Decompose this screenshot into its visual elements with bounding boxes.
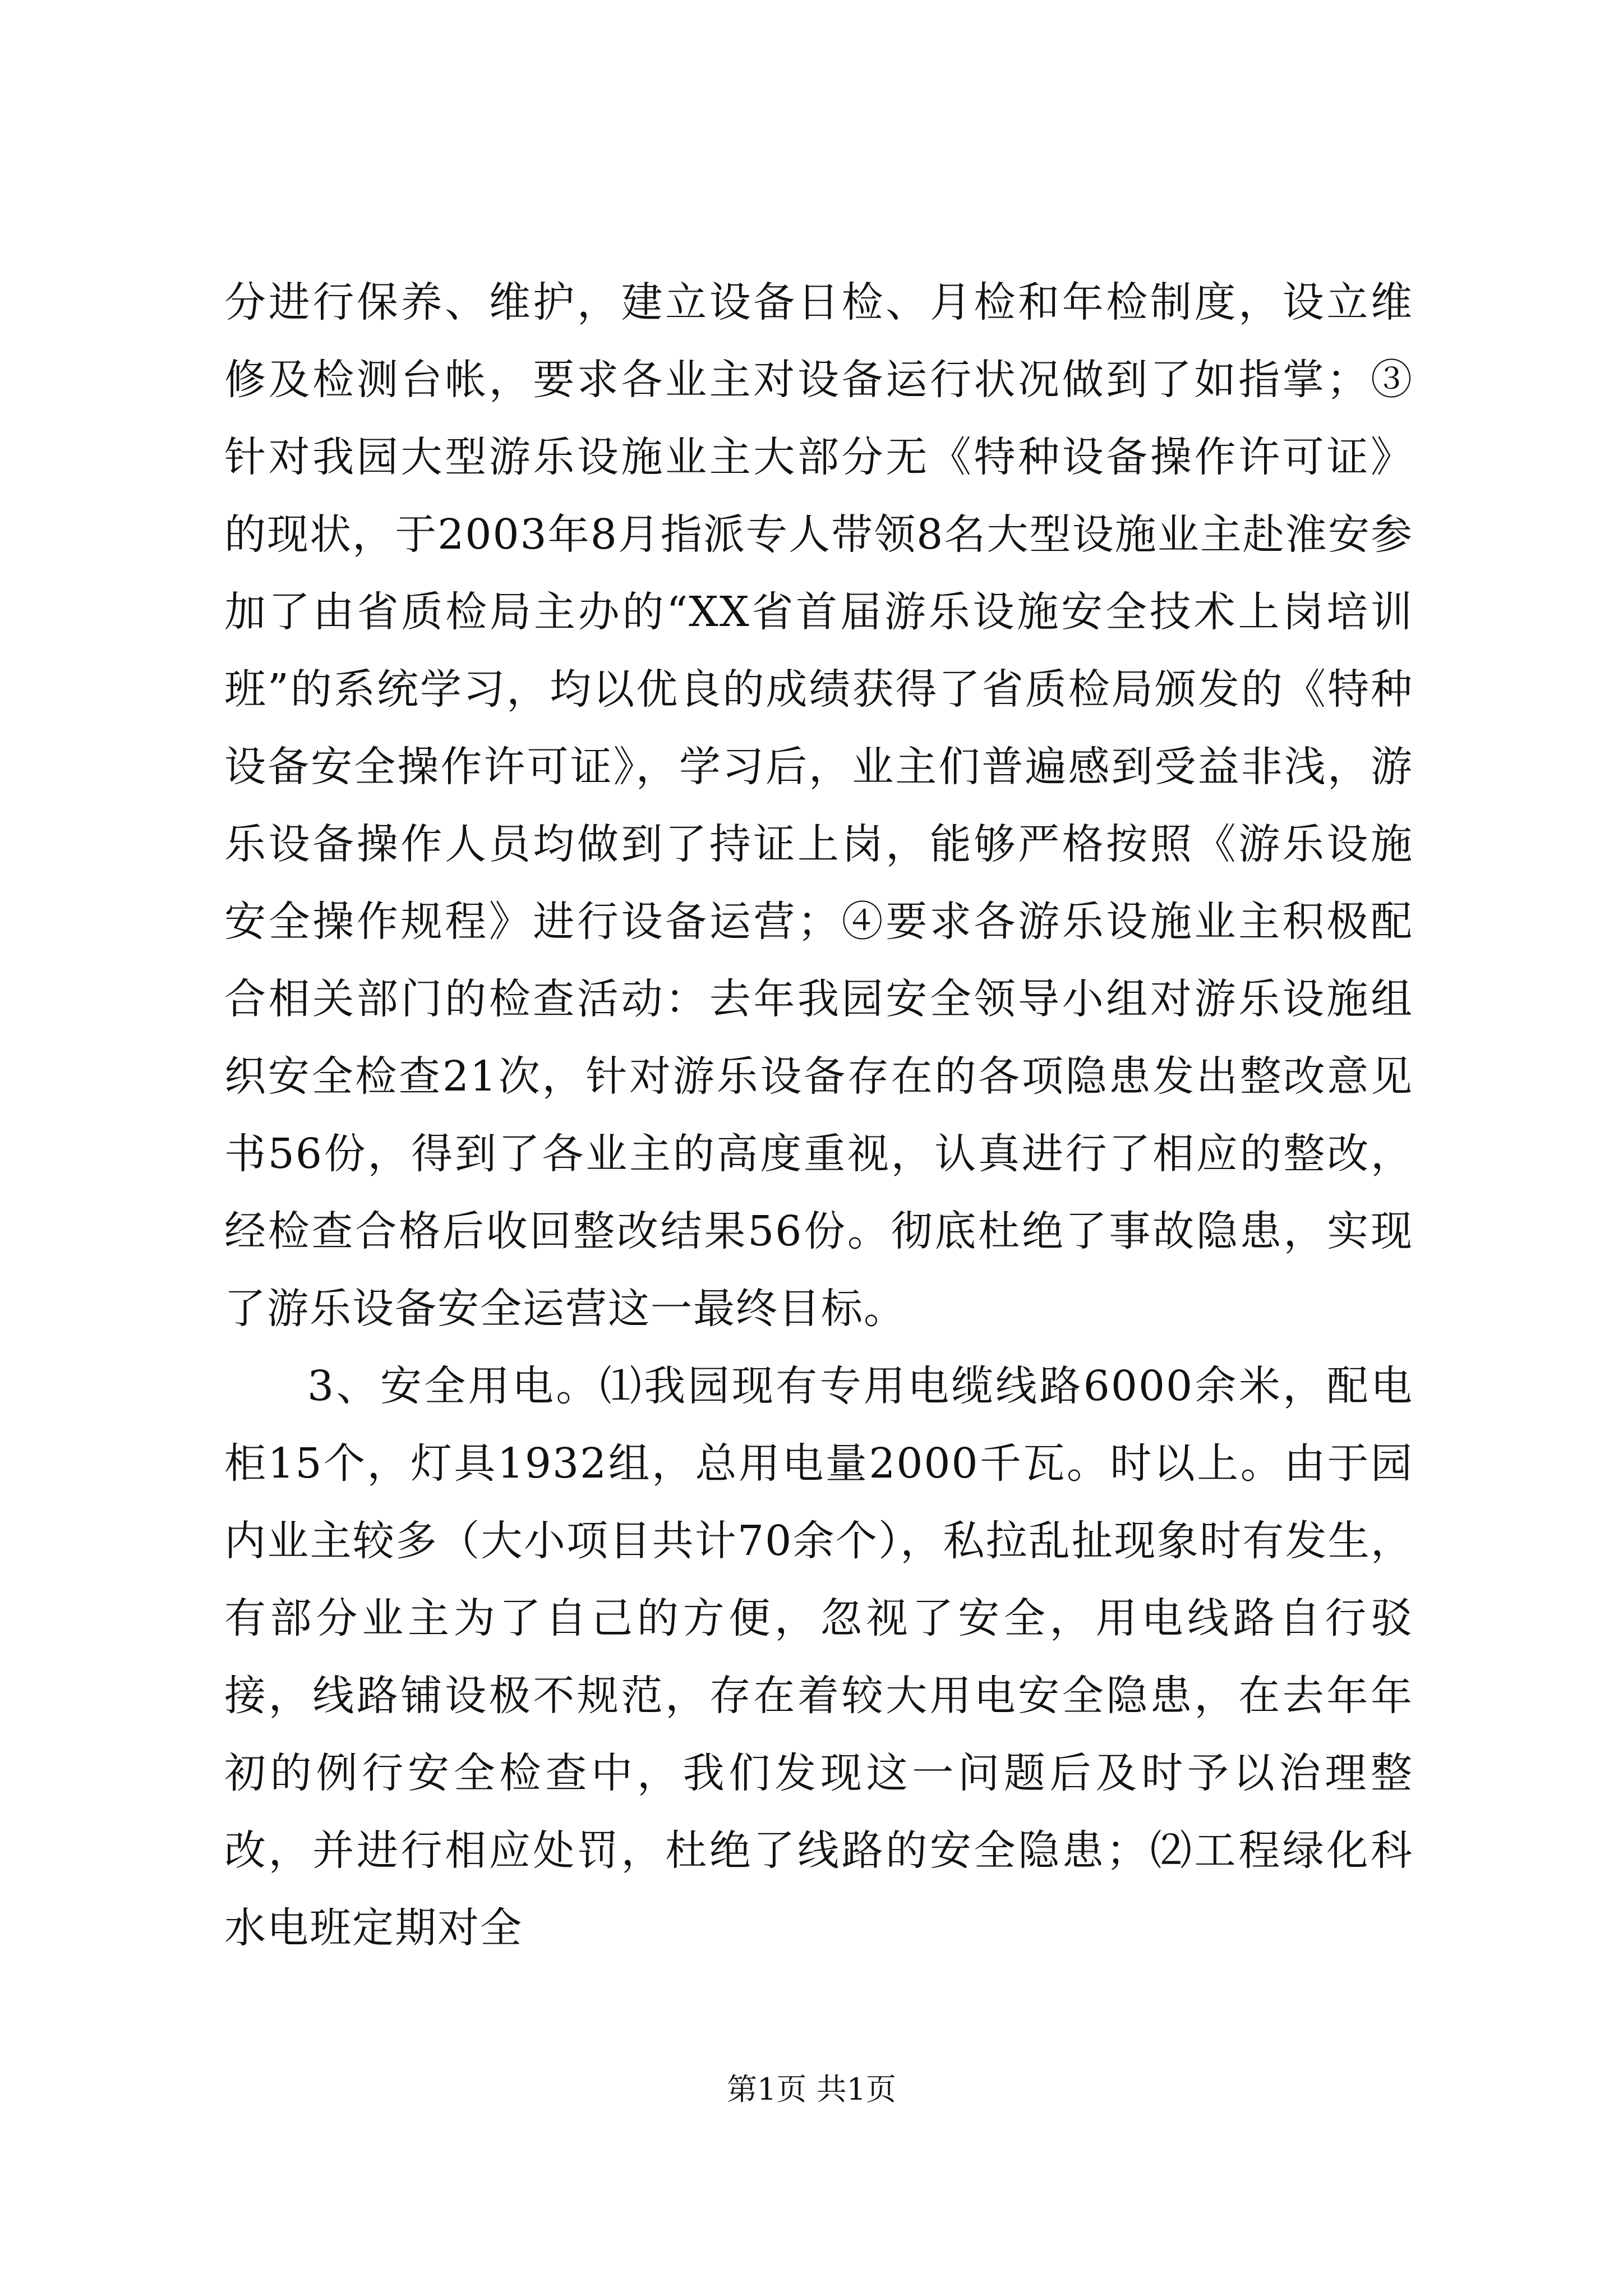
paragraph-electrical-safety: 3、安全用电。⑴我园现有专用电缆线路6000余米，配电柜15个，灯具1932组，总用电量2000千瓦。时以上。由于园内业主较多（大小项目共计70余个），私拉乱扯现象时有发生，有部分业主为了自己的方便，忽视了安全，用电线路自行驳接，线路铺设极不规范，存在着较大用电安全隐患，在去年年初的例行安全检查中，我们发现这一问题后及时予以治理整改，并进行相应处罚，杜绝了线路的安全隐患；⑵工程绿化科水电班定期对全: [224, 1362, 1413, 1952]
page-footer: 第1页 共1页: [727, 2072, 896, 2107]
document-body: [224, 264, 1413, 1967]
paragraph-equipment-safety: 分进行保养、维护，建立设备日检、月检和年检制度，设立维修及检测台帐，要求各业主对设备运行状况做到了如指掌；③针对我园大型游乐设施业主大部分无《特种设备操作许可证》的现状，于2003年8月指派专人带领8名大型设施业主赴淮安参加了由省质检局主办的“XX省首届游乐设施安全技术上岗培训班”的系统学习，均以优良的成绩获得了省质检局颁发的《特种设备安全操作许可证》，学习后，业主们普遍感到受益非浅，游乐设备操作人员均做到了持证上岗，能够严格按照《游乐设施安全操作规程》进行设备运营；④要求各游乐设施业主积极配合相关部门的检查活动：去年我园安全领导小组对游乐设施组织安全检查21次，针对游乐设备存在的各项隐患发出整改意见书56份，得到了各业主的高度重视，认真进行了相应的整改，经检查合格后收回整改结果56份。彻底杜绝了事故隐患，实现了游乐设备安全运营这一最终目标。: [224, 278, 1413, 1333]
